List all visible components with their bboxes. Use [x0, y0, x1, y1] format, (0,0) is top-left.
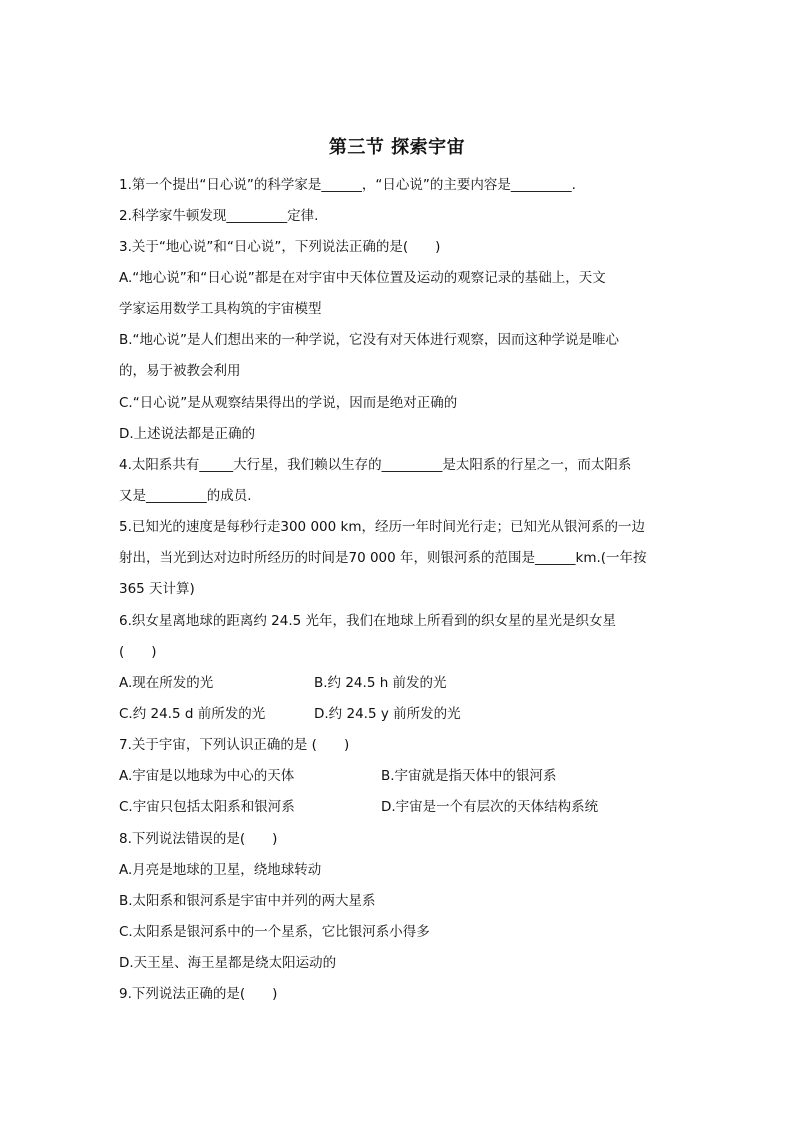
- q3-option-c: C.“日心说”是从观察结果得出的学说，因而是绝对正确的: [119, 395, 458, 411]
- question-8: 8.下列说法错误的是( ): [119, 831, 278, 847]
- q7-option-a: A.宇宙是以地球为中心的天体: [119, 768, 295, 784]
- q3-option-a-line-2: 学家运用数学工具构筑的宇宙模型: [119, 301, 322, 317]
- question-7: 7.关于宇宙，下列认识正确的是 ( ): [119, 737, 350, 753]
- question-2: 2.科学家牛顿发现_________定律.: [119, 208, 319, 224]
- question-5-line-3: 365 天计算): [119, 581, 195, 597]
- q7-option-c: C.宇宙只包括太阳系和银河系: [119, 799, 295, 815]
- q8-option-c: C.太阳系是银河系中的一个星系，它比银河系小得多: [119, 924, 430, 940]
- page-title: 第三节 探索宇宙: [328, 137, 466, 158]
- q6-option-b: B.约 24.5 h 前发的光: [314, 675, 447, 691]
- q6-option-d: D.约 24.5 y 前所发的光: [314, 706, 461, 722]
- q7-option-b: B.宇宙就是指天体中的银河系: [381, 768, 557, 784]
- q8-option-d: D.天王星、海王星都是绕太阳运动的: [119, 955, 337, 971]
- question-6-line-2: ( ): [119, 644, 157, 660]
- q3-option-b-line-2: 的，易于被教会利用: [119, 363, 241, 379]
- question-5-line-1: 5.已知光的速度是每秒行走300 000 km，经历一年时间光行走；已知光从银河系的一边: [119, 519, 645, 535]
- q3-option-a-line-1: A.“地心说”和“日心说”都是在对宇宙中天体位置及运动的观察记录的基础上，天文: [119, 270, 606, 286]
- q8-option-a: A.月亮是地球的卫星，绕地球转动: [119, 862, 322, 878]
- question-3: 3.关于“地心说”和“日心说”，下列说法正确的是( ): [119, 239, 441, 255]
- q3-option-d: D.上述说法都是正确的: [119, 426, 256, 442]
- q8-option-b: B.太阳系和银河系是宇宙中并列的两大星系: [119, 893, 376, 909]
- question-4-line-1: 4.太阳系共有_____大行星，我们赖以生存的_________是太阳系的行星之一，而太阳系: [119, 457, 632, 473]
- q6-option-a: A.现在所发的光: [119, 675, 214, 691]
- question-5-line-2: 射出，当光到达对边时所经历的时间是70 000 年，则银河系的范围是______km.(一年按: [119, 550, 647, 566]
- q6-option-c: C.约 24.5 d 前所发的光: [119, 706, 266, 722]
- q3-option-b-line-1: B.“地心说”是人们想出来的一种学说，它没有对天体进行观察，因而这种学说是唯心: [119, 332, 620, 348]
- q7-option-d: D.宇宙是一个有层次的天体结构系统: [381, 799, 599, 815]
- question-6-line-1: 6.织女星离地球的距离约 24.5 光年，我们在地球上所看到的织女星的星光是织女星: [119, 613, 617, 629]
- question-1: 1.第一个提出“日心说”的科学家是______，“日心说”的主要内容是_________.: [119, 177, 576, 193]
- question-4-line-2: 又是_________的成员.: [119, 488, 252, 504]
- question-9: 9.下列说法正确的是( ): [119, 986, 278, 1002]
